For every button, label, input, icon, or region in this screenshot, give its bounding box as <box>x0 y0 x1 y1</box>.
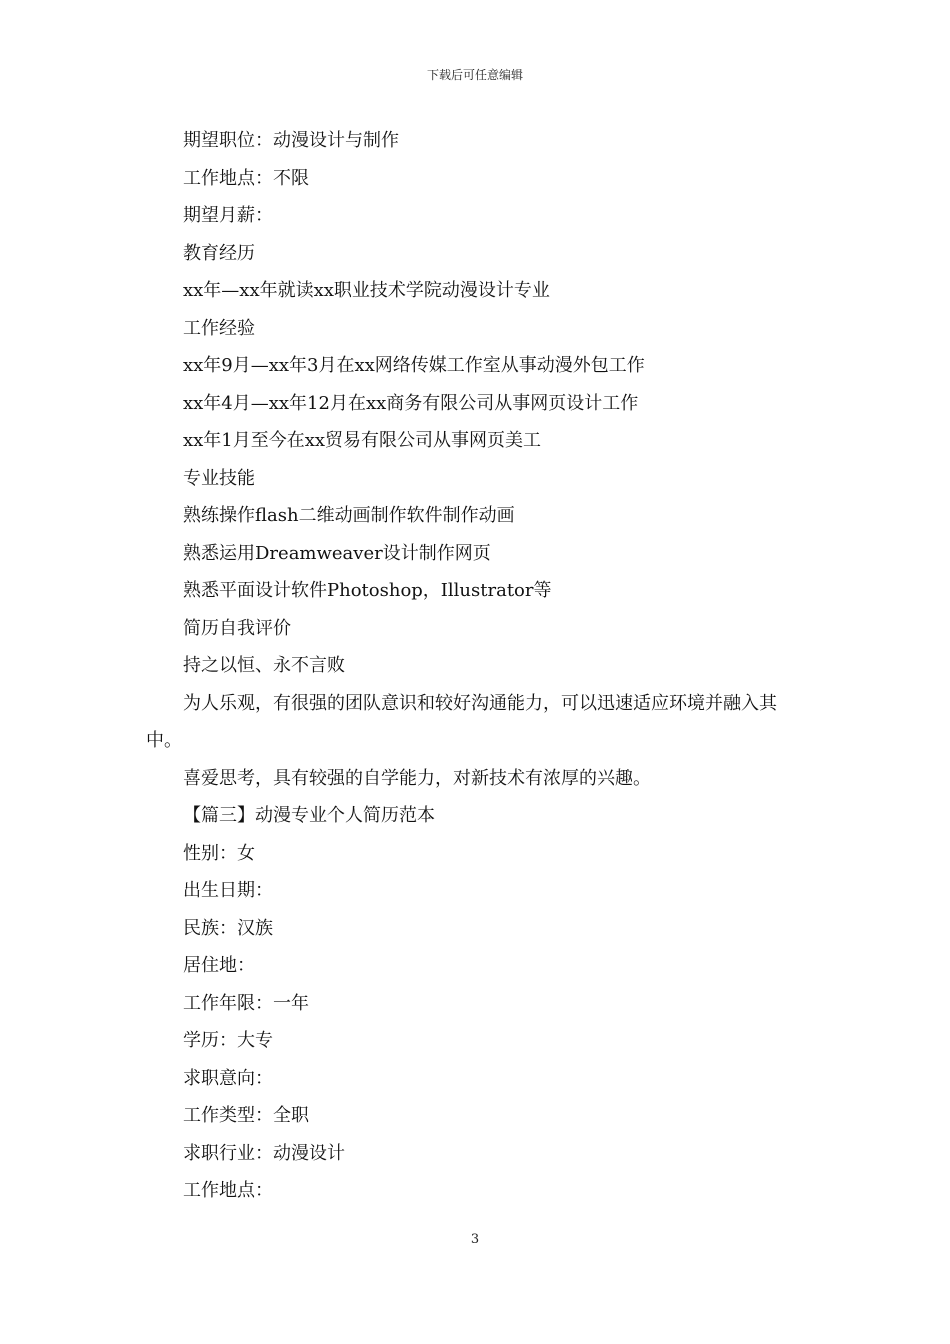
page-header: 下载后可任意编辑 <box>426 68 523 82</box>
section-heading: 工作经验 <box>183 317 255 339</box>
paragraph: 学历：大专 <box>183 1030 273 1051</box>
paragraph: 性别：女 <box>183 842 255 864</box>
page-number: 3 <box>470 1232 480 1247</box>
paragraph: 工作年限：一年 <box>183 992 309 1014</box>
paragraph: 出生日期： <box>183 880 273 901</box>
paragraph: 期望职位：动漫设计与制作 <box>183 130 399 151</box>
paragraph: xx年4月—xx年12月在xx商务有限公司从事网页设计工作 <box>183 392 639 414</box>
paragraph: 求职意向： <box>183 1067 273 1089</box>
paragraph: xx年1月至今在xx贸易有限公司从事网页美工 <box>183 430 542 451</box>
paragraph: 工作地点：不限 <box>183 167 309 189</box>
paragraph: 工作类型：全职 <box>183 1105 309 1126</box>
section-heading: 简历自我评价 <box>183 617 291 639</box>
paragraph: 民族：汉族 <box>183 917 273 939</box>
paragraph: 求职行业：动漫设计 <box>183 1142 345 1164</box>
paragraph: xx年9月—xx年3月在xx网络传媒工作室从事动漫外包工作 <box>183 355 645 376</box>
paragraph: xx年—xx年就读xx职业技术学院动漫设计专业 <box>183 280 550 301</box>
section-heading: 【篇三】动漫专业个人简历范本 <box>183 805 435 826</box>
document-body <box>146 122 811 1210</box>
section-heading: 专业技能 <box>183 467 255 489</box>
section-heading: 教育经历 <box>183 242 255 264</box>
paragraph: 为人乐观，有很强的团队意识和较好沟通能力，可以迅速适应环境并融入其中。 <box>146 692 777 751</box>
paragraph: 居住地： <box>183 955 255 976</box>
paragraph: 期望月薪： <box>183 205 273 226</box>
paragraph: 喜爱思考，具有较强的自学能力，对新技术有浓厚的兴趣。 <box>183 767 651 789</box>
paragraph: 熟悉平面设计软件Photoshop，Illustrator等 <box>183 580 552 601</box>
paragraph: 持之以恒、永不言败 <box>183 655 345 676</box>
paragraph: 工作地点： <box>183 1180 273 1201</box>
paragraph: 熟练操作flash二维动画制作软件制作动画 <box>183 505 515 526</box>
paragraph: 熟悉运用Dreamweaver设计制作网页 <box>183 542 491 564</box>
